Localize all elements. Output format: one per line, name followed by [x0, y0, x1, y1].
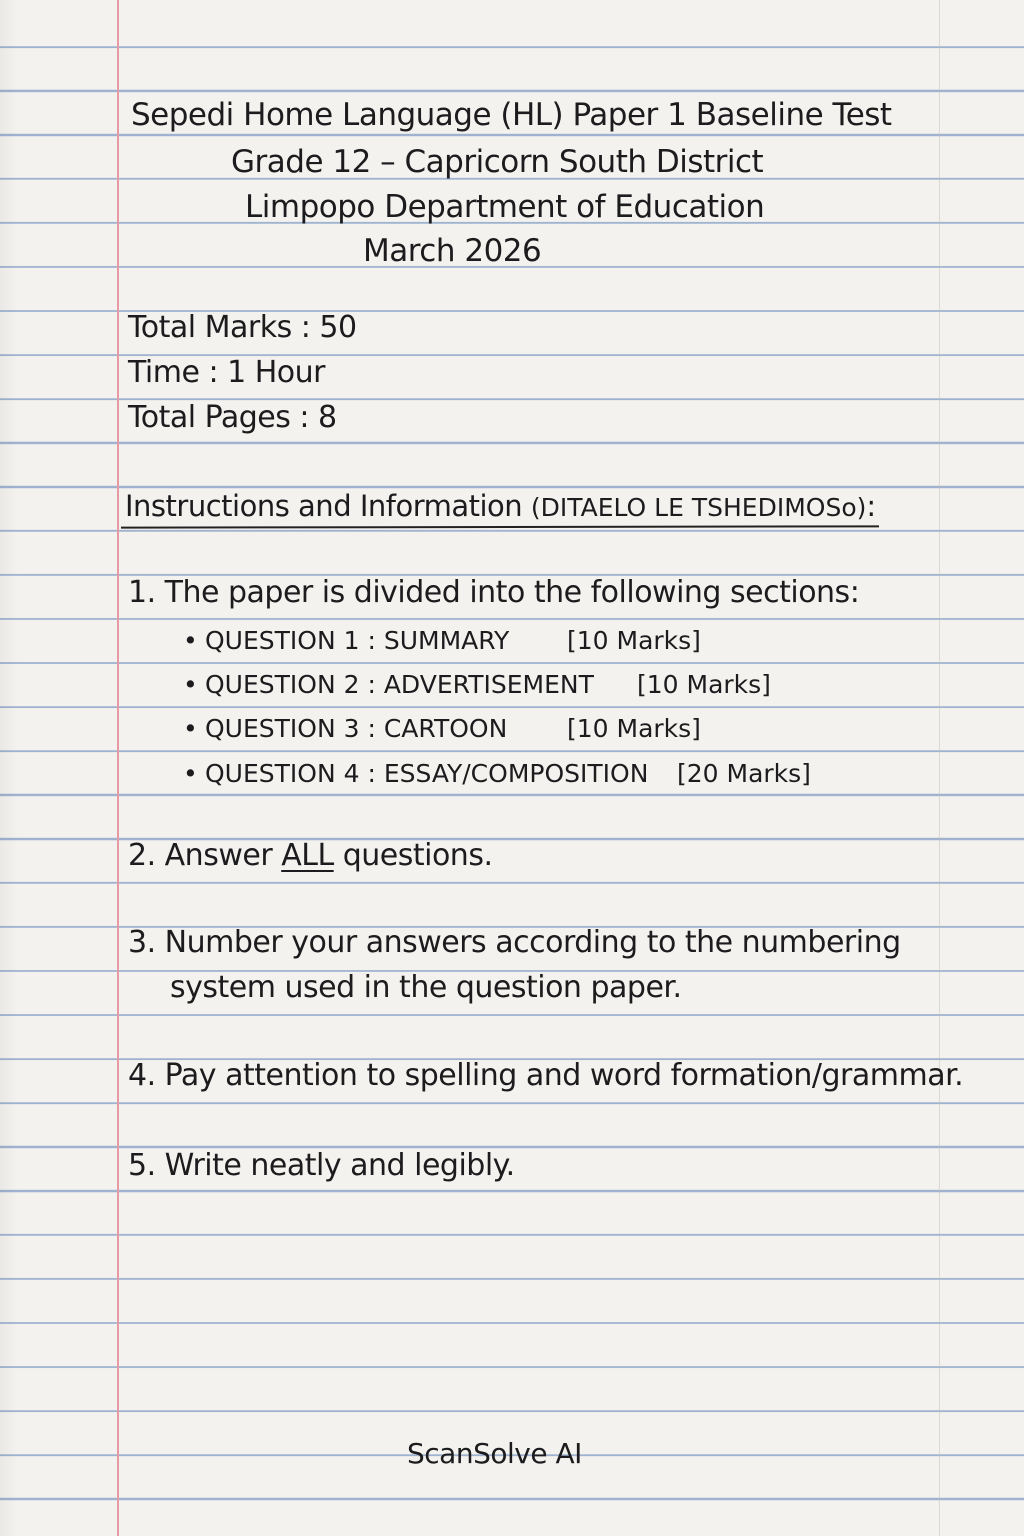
bullet-icon: • [183, 626, 198, 655]
header-date: March 2026 [363, 233, 542, 269]
section-marks: [10 Marks] [637, 670, 771, 699]
time: Time : 1 Hour [128, 355, 325, 390]
instructions-heading-sepedi: (DITAELO LE TSHEDIMOSo) [530, 493, 867, 522]
right-margin-line [939, 0, 940, 1536]
instructions-heading-text: Instructions and Information [125, 489, 523, 523]
total-marks: Total Marks : 50 [128, 310, 357, 345]
instructions-heading [125, 489, 876, 523]
section-marks: [10 Marks] [567, 626, 701, 655]
instruction-3-line-1: 3. Number your answers according to the numbering [128, 925, 901, 960]
header-title: Sepedi Home Language (HL) Paper 1 Baseline Test [131, 97, 892, 133]
section-item [183, 670, 594, 699]
section-item [183, 714, 507, 743]
instruction-2-prefix: 2. Answer [128, 838, 273, 873]
section-item [183, 759, 648, 788]
bullet-icon: • [183, 670, 198, 699]
section-label: QUESTION 3 : CARTOON [205, 714, 508, 743]
instruction-2-suffix: questions. [342, 838, 493, 873]
bullet-icon: • [183, 714, 198, 743]
section-item [183, 626, 509, 655]
instruction-4: 4. Pay attention to spelling and word formation/grammar. [128, 1058, 964, 1093]
section-marks: [20 Marks] [677, 759, 811, 788]
instruction-1: 1. The paper is divided into the following sections: [128, 575, 860, 610]
bullet-icon: • [183, 759, 198, 788]
instruction-2 [128, 838, 492, 873]
instruction-3-line-2: system used in the question paper. [170, 970, 682, 1005]
header-grade: Grade 12 – Capricorn South District [231, 144, 764, 180]
heading-underline [121, 525, 879, 528]
section-label: QUESTION 4 : ESSAY/COMPOSITION [205, 759, 649, 788]
margin-line [117, 0, 119, 1536]
section-marks: [10 Marks] [567, 714, 701, 743]
instructions-heading-colon: : [866, 489, 876, 523]
header-department: Limpopo Department of Education [245, 189, 765, 225]
total-pages: Total Pages : 8 [128, 400, 337, 435]
instruction-2-emphasis: ALL [281, 838, 334, 873]
instruction-5: 5. Write neatly and legibly. [128, 1148, 515, 1183]
footer-watermark: ScanSolve AI [407, 1437, 582, 1470]
section-label: QUESTION 1 : SUMMARY [205, 626, 510, 655]
section-label: QUESTION 2 : ADVERTISEMENT [205, 670, 594, 699]
